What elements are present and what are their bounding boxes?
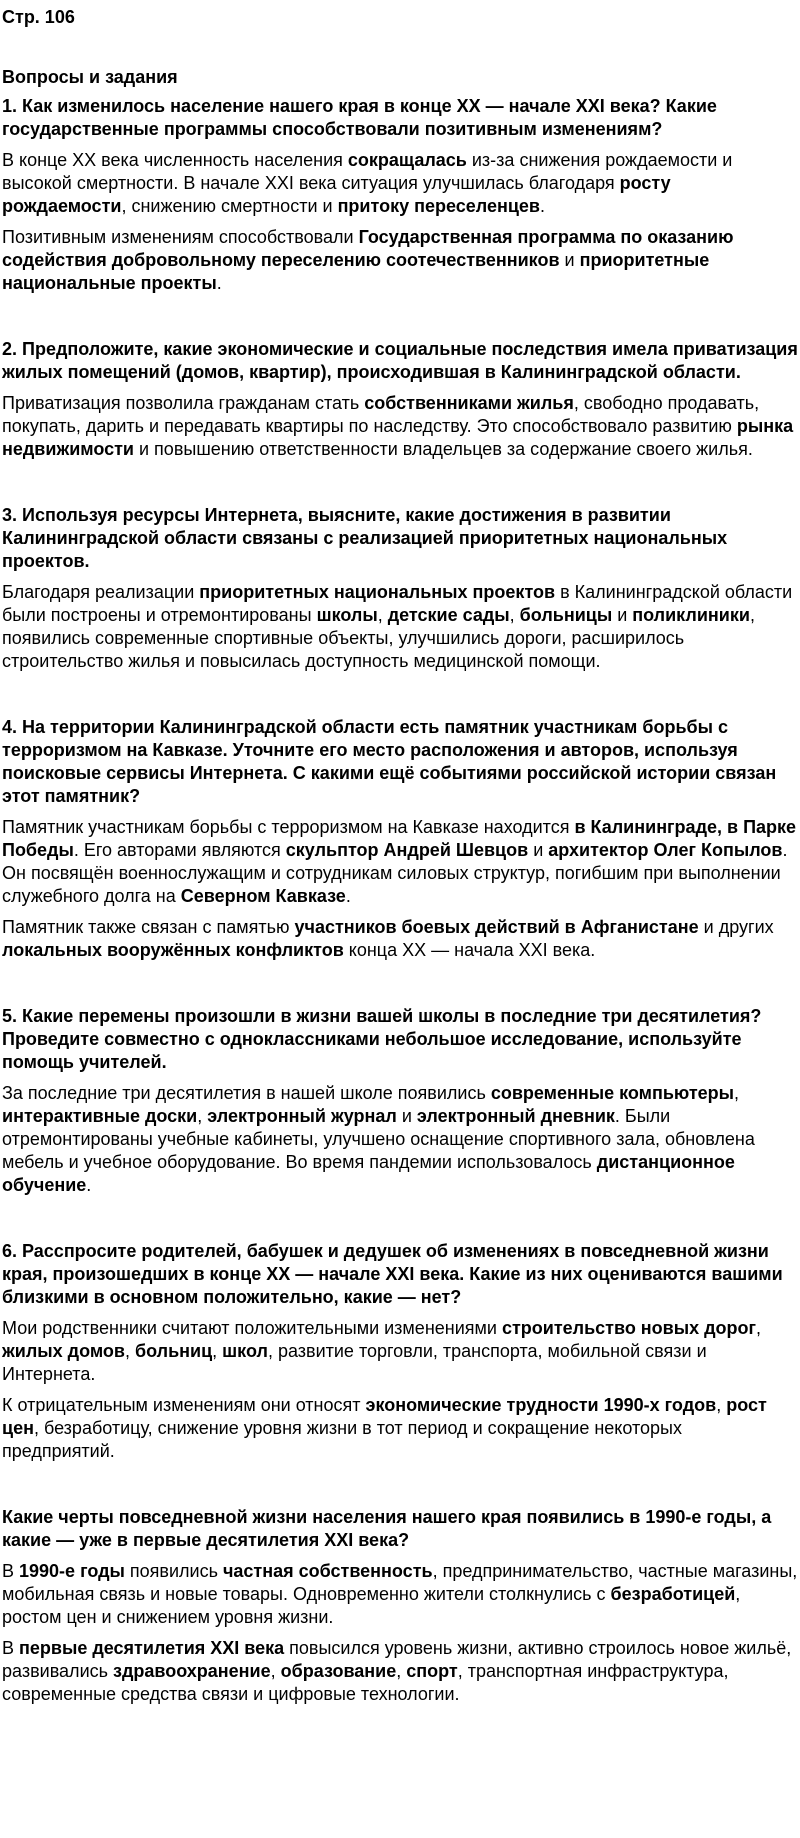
answer-text: В: [2, 1638, 20, 1658]
answer-text: , появились современные спортивные объекты, улучшились дороги, расширилось строительство жилья и повысилась доступность медицинской помощи.: [2, 605, 755, 671]
question-text: 5. Какие перемены произошли в жизни вашей школы в последние три десятилетия? Проведите совместно с одноклассниками небольшое исследование, используйте помощь учителей.: [2, 1006, 762, 1072]
answer-paragraph: [2, 226, 798, 295]
answer-bold-text: строительство новых дорог: [501, 1318, 757, 1338]
answer-text: появились: [124, 1561, 223, 1581]
answer-text: .: [539, 196, 545, 216]
answer-bold-text: рынка недвижимости: [2, 416, 794, 459]
qa-item: [2, 338, 798, 461]
answer-bold-text: электронный дневник: [416, 1106, 615, 1126]
answer-paragraph: [2, 392, 798, 461]
answer-bold-text: современные компьютеры: [490, 1083, 735, 1103]
answer-paragraph: [2, 149, 798, 218]
answer-bold-text: дистанционное обучение: [2, 1152, 735, 1195]
answer-text: повысился уровень жизни, активно строилось новое жильё, развивались: [2, 1638, 792, 1681]
answer-text: .: [345, 886, 351, 906]
answer-paragraph: [2, 1317, 798, 1386]
answer-text: Памятник участникам борьбы с терроризмом на Кавказе находится: [2, 817, 575, 837]
answer-paragraph: [2, 1637, 798, 1706]
answer: [2, 149, 798, 295]
question-text: 2. Предположите, какие экономические и социальные последствия имела приватизация жилых помещений (домов, квартир), происходившая в Калининградской области.: [2, 339, 798, 382]
question-text: 3. Используя ресурсы Интернета, выясните, какие достижения в развитии Калининградской области связаны с реализацией приоритетных национальных проектов.: [2, 505, 728, 571]
answer-text: ,: [197, 1106, 208, 1126]
answer-bold-text: Северном Кавказе: [180, 886, 346, 906]
answer-bold-text: Государственная программа по оказанию содействия добровольному переселению соотечественников: [2, 227, 734, 270]
answer-text: ,: [396, 1661, 407, 1681]
answer-text: и: [612, 605, 633, 625]
answer-text: За последние три десятилетия в нашей школе появились: [2, 1083, 491, 1103]
answer-bold-text: частная собственность: [222, 1561, 433, 1581]
answer-text: , транспортная инфраструктура, современные средства связи и цифровые технологии.: [2, 1661, 729, 1704]
answer-bold-text: собственниками жилья: [364, 393, 574, 413]
answer-bold-text: архитектор Олег Копылов: [548, 840, 783, 860]
answer-bold-text: безработицей: [610, 1584, 736, 1604]
answer-text: .: [216, 273, 222, 293]
question-text: 1. Как изменилось население нашего края в конце XX — начале XXI века? Какие государственные программы способствовали позитивным изменениям?: [2, 96, 717, 139]
answer-text: ,: [756, 1318, 762, 1338]
answer-text: .: [86, 1175, 92, 1195]
answer-text: , предпринимательство, частные магазины, мобильная связь и новые товары. Одновременно жители столкнулись с: [2, 1561, 798, 1604]
answer-bold-text: участников боевых действий в Афганистане: [294, 917, 699, 937]
answer-text: , безработицу, снижение уровня жизни в тот период и сокращение некоторых предприятий.: [2, 1418, 682, 1461]
answer-text: и: [528, 840, 549, 860]
answer: [2, 392, 798, 461]
answer-text: , снижению смертности и: [121, 196, 338, 216]
answer-text: и повышению ответственности владельцев за содержание своего жилья.: [134, 439, 753, 459]
section-heading: Вопросы и задания: [2, 67, 178, 87]
answer-bold-text: школ: [222, 1341, 268, 1361]
answer-text: в Калининградской области были построены и отремонтированы: [2, 582, 793, 625]
answer-paragraph: [2, 581, 798, 673]
answer-bold-text: первые десятилетия XXI века: [19, 1638, 285, 1658]
answer-text: ,: [716, 1395, 727, 1415]
answer-text: , ростом цен и снижением уровня жизни.: [2, 1584, 741, 1627]
answer-text: Мои родственники считают положительными изменениями: [2, 1318, 502, 1338]
answer-bold-text: экономические трудности 1990-х годов: [365, 1395, 717, 1415]
answer-paragraph: [2, 916, 798, 962]
answer-bold-text: росту рождаемости: [2, 173, 671, 216]
answer-text: . Его авторами являются: [73, 840, 286, 860]
answer-text: и других: [698, 917, 774, 937]
answer-paragraph: [2, 1082, 798, 1197]
answer-text: . Он посвящён военнослужащим и сотрудникам силовых структур, погибшим при выполнении служебного долга на: [2, 840, 788, 906]
answer-bold-text: притоку переселенцев: [337, 196, 540, 216]
qa-item: [2, 1005, 798, 1197]
answer-bold-text: жилых домов: [2, 1341, 125, 1361]
qa-item: [2, 1240, 798, 1463]
answer-bold-text: спорт: [406, 1661, 458, 1681]
answer-text: , развитие торговли, транспорта, мобильной связи и Интернета.: [2, 1341, 707, 1384]
answer: [2, 816, 798, 962]
answer: [2, 1560, 798, 1706]
answer-bold-text: 1990-е годы: [19, 1561, 125, 1581]
answer-bold-text: школы: [316, 605, 378, 625]
answer-paragraph: [2, 1560, 798, 1629]
answer-bold-text: детские сады: [387, 605, 510, 625]
answer-text: ,: [270, 1661, 281, 1681]
answer-text: ,: [124, 1341, 135, 1361]
answer-text: конца XX — начала XXI века.: [343, 940, 596, 960]
answer-bold-text: приоритетных национальных проектов: [199, 582, 556, 602]
answer-bold-text: приоритетные национальные проекты: [2, 250, 710, 293]
question-text: Какие черты повседневной жизни населения нашего края появились в 1990-е годы, а какие — уже в первые десятилетия XXI века?: [2, 1507, 772, 1550]
answer-bold-text: здравоохранение: [113, 1661, 271, 1681]
answer-text: ,: [212, 1341, 223, 1361]
answer-bold-text: образование: [280, 1661, 397, 1681]
answer-text: из-за снижения рождаемости и высокой смертности. В начале XXI века ситуация улучшилась благодаря: [2, 150, 733, 193]
answer-text: ,: [509, 605, 520, 625]
answer: [2, 1082, 798, 1197]
answer-paragraph: [2, 1394, 798, 1463]
answer-bold-text: в Калининграде, в Парке Победы: [2, 817, 797, 860]
answer-text: ,: [734, 1083, 740, 1103]
answer-bold-text: больницы: [519, 605, 613, 625]
answer-text: Позитивным изменениям способствовали: [2, 227, 359, 247]
qa-list: [2, 95, 798, 1706]
answer-text: В: [2, 1561, 20, 1581]
answer-bold-text: больниц: [134, 1341, 213, 1361]
answer: [2, 581, 798, 673]
qa-item: [2, 716, 798, 962]
answer-bold-text: сокращалась: [347, 150, 467, 170]
answer-bold-text: локальных вооружённых конфликтов: [2, 940, 344, 960]
answer-bold-text: электронный журнал: [207, 1106, 397, 1126]
answer-text: ,: [377, 605, 388, 625]
answer-text: Благодаря реализации: [2, 582, 200, 602]
answer-bold-text: интерактивные доски: [2, 1106, 198, 1126]
page-number: Стр. 106: [2, 7, 75, 27]
answer: [2, 1317, 798, 1463]
qa-item: [2, 504, 798, 673]
answer-bold-text: скульптор Андрей Шевцов: [285, 840, 529, 860]
answer-text: . Были отремонтированы учебные кабинеты, улучшено оснащение спортивного зала, обновлена мебель и учебное оборудование. Во время пандемии использовалось: [2, 1106, 755, 1172]
answer-text: , свободно продавать, покупать, дарить и передавать квартиры по наследству. Это способствовало развитию: [2, 393, 760, 436]
question-text: 6. Расспросите родителей, бабушек и дедушек об изменениях в повседневной жизни края, произошедших в конце XX — начале XXI века. Какие из них оцениваются вашими близкими в основном положительно, какие — нет?: [2, 1241, 783, 1307]
answer-text: К отрицательным изменениям они относят: [2, 1395, 366, 1415]
answer-paragraph: [2, 816, 798, 908]
answer-text: Памятник также связан с памятью: [2, 917, 295, 937]
answer-text: В конце XX века численность населения: [2, 150, 348, 170]
answer-text: и: [396, 1106, 417, 1126]
answer-bold-text: рост цен: [2, 1395, 767, 1438]
answer-bold-text: поликлиники: [632, 605, 750, 625]
answer-text: Приватизация позволила гражданам стать: [2, 393, 365, 413]
qa-item: [2, 95, 798, 295]
answer-text: и: [559, 250, 580, 270]
qa-item: [2, 1506, 798, 1706]
question-text: 4. На территории Калининградской области есть памятник участникам борьбы с терроризмом на Кавказе. Уточните его место расположения и авторов, используя поисковые сервисы Интернета. С какими ещё событиями российской истории связан этот памятник?: [2, 717, 777, 806]
